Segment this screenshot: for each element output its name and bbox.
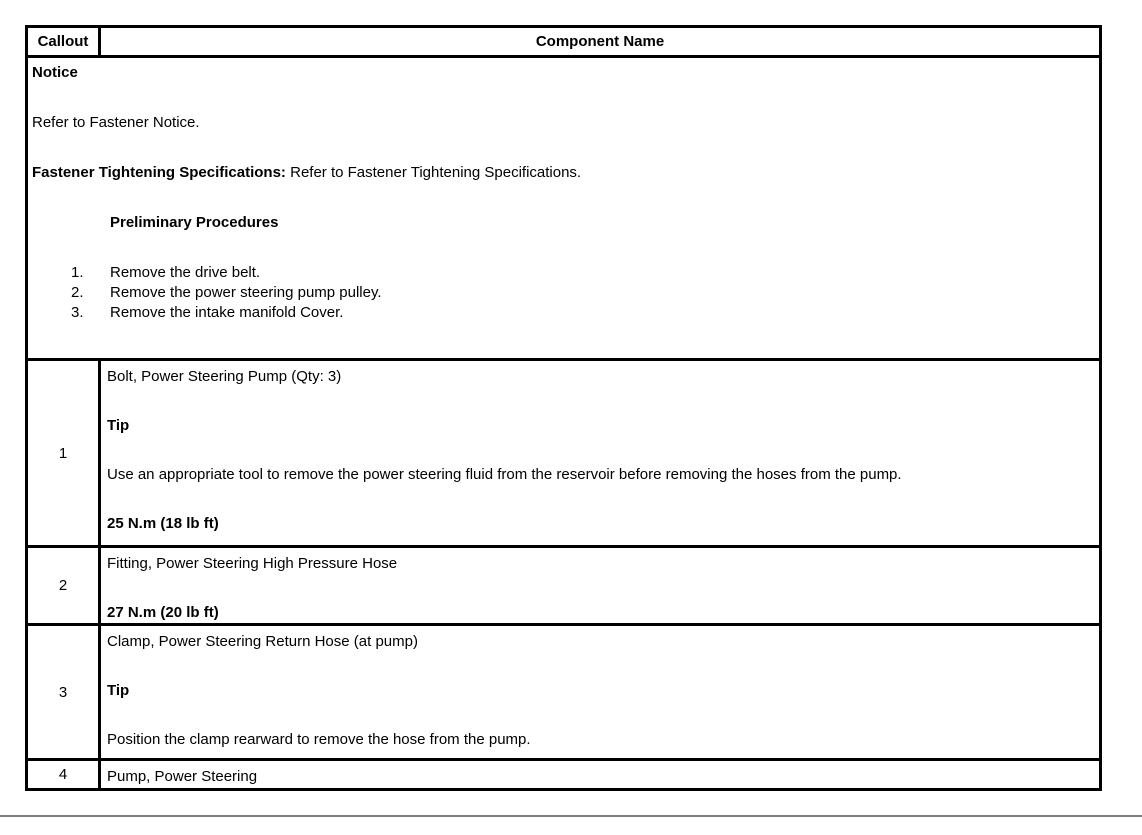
component-cell <box>100 547 1101 625</box>
column-header-callout: Callout <box>27 27 100 57</box>
step-text: Remove the power steering pump pulley. <box>110 284 382 301</box>
step-number: 2. <box>71 284 84 301</box>
column-header-component-name: Component Name <box>100 27 1101 57</box>
fastener-spec-label: Fastener Tightening Specifications: <box>32 164 286 181</box>
tip-label: Tip <box>107 682 130 699</box>
page-footer-divider <box>0 815 1142 817</box>
notice-row <box>27 57 1101 360</box>
component-name: Clamp, Power Steering Return Hose (at pump) <box>107 633 418 650</box>
step-number: 3. <box>71 304 84 321</box>
table-row <box>27 547 1101 625</box>
component-name: Bolt, Power Steering Pump (Qty: 3) <box>107 368 342 385</box>
table-row <box>27 760 1101 790</box>
notice-cell <box>27 57 1101 360</box>
list-item <box>71 263 1093 283</box>
callout-number: 4 <box>27 760 100 790</box>
callout-number: 3 <box>27 625 100 760</box>
tip-text: Use an appropriate tool to remove the power steering fluid from the reservoir before removing the hoses from the pump. <box>107 466 902 483</box>
component-cell <box>100 760 1101 790</box>
component-cell <box>100 360 1101 547</box>
tip-text: Position the clamp rearward to remove the hose from the pump. <box>107 731 531 748</box>
torque-spec: 27 N.m (20 lb ft) <box>107 604 219 621</box>
preliminary-procedures-heading: Preliminary Procedures <box>110 214 279 231</box>
table-header-row <box>27 27 1101 57</box>
notice-title: Notice <box>32 64 78 81</box>
step-text: Remove the drive belt. <box>110 264 261 281</box>
table-row <box>27 360 1101 547</box>
fastener-spec-line <box>32 163 1093 182</box>
list-item <box>71 283 1093 303</box>
preliminary-steps-list <box>32 263 1093 323</box>
notice-refer-line: Refer to Fastener Notice. <box>32 114 200 131</box>
callout-number: 1 <box>27 360 100 547</box>
table-row <box>27 625 1101 760</box>
step-number: 1. <box>71 264 84 281</box>
callout-number: 2 <box>27 547 100 625</box>
component-name: Pump, Power Steering <box>107 768 258 785</box>
step-text: Remove the intake manifold Cover. <box>110 304 344 321</box>
fastener-spec-text: Refer to Fastener Tightening Specifications. <box>285 164 582 181</box>
list-item <box>71 303 1093 323</box>
component-spec-table <box>25 25 1102 791</box>
torque-spec: 25 N.m (18 lb ft) <box>107 515 219 532</box>
tip-label: Tip <box>107 417 130 434</box>
component-cell <box>100 625 1101 760</box>
component-name: Fitting, Power Steering High Pressure Hose <box>107 555 398 572</box>
